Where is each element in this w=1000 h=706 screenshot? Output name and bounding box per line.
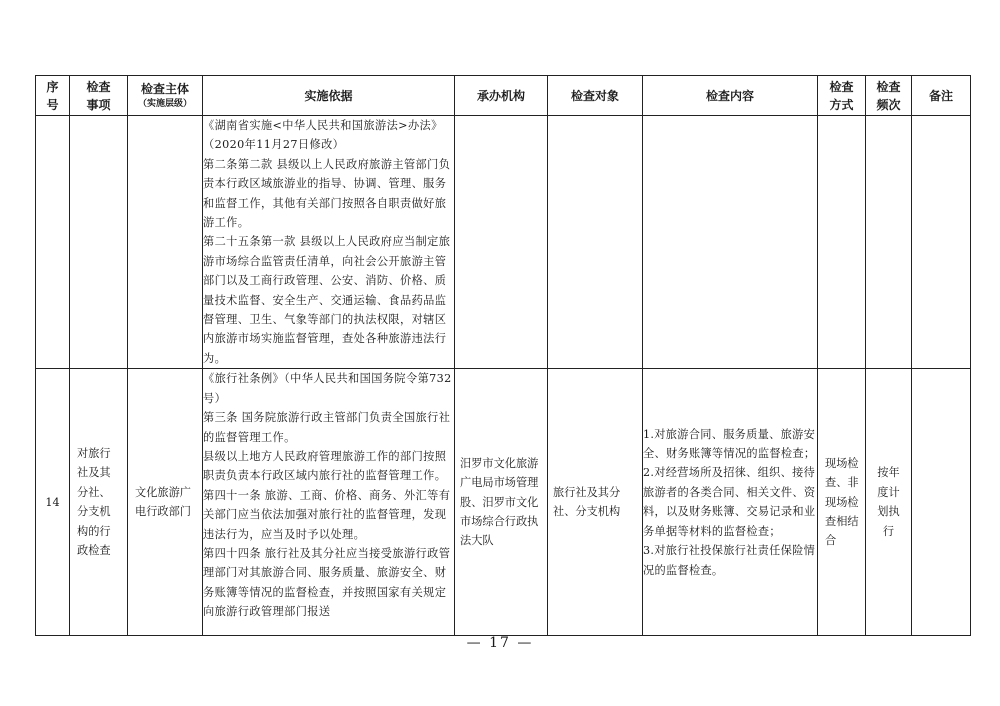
content-item: 2.对经营场所及招徕、组织、接待旅游者的各类合同、相关文件、资料，以及财务账簿、交易记录和业务单据等材料的监督检查； xyxy=(643,466,816,538)
basis-paragraph: 第四十四条 旅行社及其分社应当接受旅游行政管理部门对其旅游合同、服务质量、旅游安全、财务账簿等情况的监督检查，并按照国家有关规定向旅游行政管理部门报送 xyxy=(203,546,451,619)
table-row-14 xyxy=(36,369,971,636)
header-seq: 序号 xyxy=(36,76,70,116)
cell-subject xyxy=(128,116,203,369)
header-target: 检查对象 xyxy=(548,76,643,116)
cell-item xyxy=(70,116,128,369)
cell-method xyxy=(818,116,866,369)
header-content: 检查内容 xyxy=(643,76,818,116)
basis-paragraph: 《旅行社条例》（中华人民共和国国务院令第732号） xyxy=(203,372,452,405)
table-row-continued xyxy=(36,116,971,369)
basis-paragraph: 第二十五条第一款 县级以上人民政府应当制定旅游市场综合监管责任清单，向社会公开旅游主管部门以及工商行政管理、公安、消防、价格、质量技术监督、安全生产、交通运输、食品药品监督管理、卫生、气象等部门的执法权限，对辖区内旅游市场实施监督管理，查处各种旅游违法行为。 xyxy=(203,235,451,365)
header-basis: 实施依据 xyxy=(203,76,455,116)
header-subject xyxy=(128,76,203,116)
cell-seq: 14 xyxy=(36,369,70,636)
cell-content xyxy=(643,116,818,369)
basis-paragraph: 《湖南省实施<中华人民共和国旅游法>办法》（2020年11月27日修改） xyxy=(203,119,443,152)
content-item: 3.对旅行社投保旅行社责任保险情况的监督检查。 xyxy=(643,544,816,577)
cell-content xyxy=(643,369,818,636)
cell-item: 对旅行社及其分社、分支机构的行政检查 xyxy=(70,369,128,636)
cell-target: 旅行社及其分社、分支机构 xyxy=(548,369,643,636)
inspection-table xyxy=(35,75,971,636)
cell-remark xyxy=(912,369,971,636)
cell-frequency xyxy=(866,116,912,369)
cell-method: 现场检查、非现场检查相结合 xyxy=(818,369,866,636)
header-row xyxy=(36,76,971,116)
cell-remark xyxy=(912,116,971,369)
basis-paragraph: 第四十一条 旅游、工商、价格、商务、外汇等有关部门应当依法加强对旅行社的监督管理，发现违法行为，应当及时予以处理。 xyxy=(203,488,451,541)
cell-subject: 文化旅游广电行政部门 xyxy=(128,369,203,636)
cell-frequency: 按年度计划执行 xyxy=(866,369,912,636)
basis-paragraph: 第三条 国务院旅游行政主管部门负责全国旅行社的监督管理工作。 xyxy=(203,411,451,444)
header-subject-label: 检查主体 xyxy=(140,82,189,96)
header-frequency: 检查频次 xyxy=(866,76,912,116)
header-agency: 承办机构 xyxy=(455,76,548,116)
header-method: 检查方式 xyxy=(818,76,866,116)
header-item: 检查事项 xyxy=(70,76,128,116)
page-number: — 17 — xyxy=(466,635,534,651)
cell-basis xyxy=(203,369,455,636)
basis-paragraph: 第二条第二款 县级以上人民政府旅游主管部门负责本行政区域旅游业的指导、协调、管理、服务和监督工作，其他有关部门按照各自职责做好旅游工作。 xyxy=(203,157,451,230)
cell-agency xyxy=(455,116,548,369)
cell-basis xyxy=(203,116,455,369)
cell-agency: 汨罗市文化旅游广电局市场管理股、汨罗市文化市场综合行政执法大队 xyxy=(455,369,548,636)
content-item: 1.对旅游合同、服务质量、旅游安全、财务账簿等情况的监督检查； xyxy=(643,427,816,461)
header-subject-note: （实施层级） xyxy=(137,99,192,109)
cell-target xyxy=(548,116,643,369)
header-remark: 备注 xyxy=(912,76,971,116)
cell-seq xyxy=(36,116,70,369)
basis-paragraph: 县级以上地方人民政府管理旅游工作的部门按照职责负责本行政区域内旅行社的监督管理工作。 xyxy=(203,449,447,483)
